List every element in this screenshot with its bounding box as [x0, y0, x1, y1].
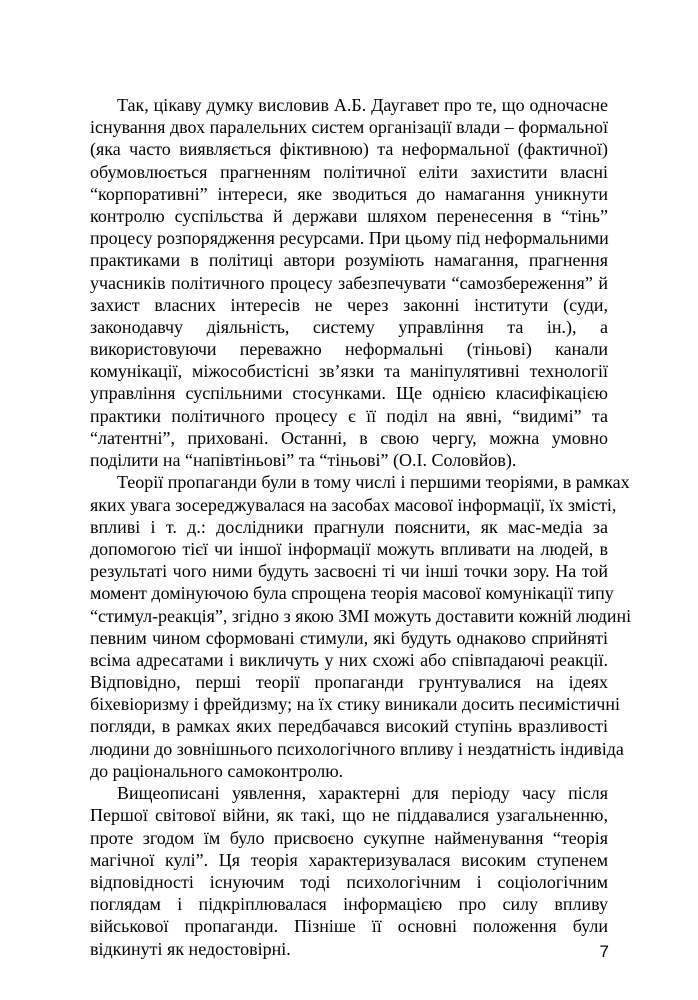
text-line: практиками в політиці автори розуміють намагання, прагнення [90, 250, 608, 271]
text-line: Так, цікаву думку висловив А.Б. Даугавет про те, що одночасне [117, 95, 608, 115]
paragraph-1 [90, 94, 608, 471]
text-line: магічної кулі”. Ця теорія характеризувалася високим ступенем [90, 849, 608, 870]
page-number: 7 [599, 942, 609, 961]
text-line: поділити на “напівтіньові” та “тіньові” (О.І. Соловйов). [90, 450, 517, 470]
text-line: “латентні”, приховані. Останні, в свою чергу, можна умовно [90, 427, 608, 448]
text-line: результаті чого ними будуть засвоєні ті чи інші точки зору. На той [90, 561, 608, 582]
text-line: (яка часто виявляється фіктивною) та неформальної (фактичної) [90, 139, 608, 160]
text-line: впливі і т. д.: дослідники прагнули пояснити, як мас-медіа за [90, 516, 608, 537]
text-line: Відповідно, перші теорії пропаганди грунтувалися на ідеях [90, 672, 608, 693]
text-line: “корпоративні” інтереси, яке зводиться до намагання уникнути [90, 183, 608, 204]
text-line: до раціонального самоконтролю. [90, 760, 344, 781]
paragraph-2 [90, 471, 632, 782]
text-line: процесу розпорядження ресурсами. При цьому під неформальними [90, 228, 609, 249]
text-line: управління суспільними стосунками. Ще однією класифікацією [90, 383, 608, 404]
text-line: існування двох паралельних систем організації влади – формальної [90, 117, 608, 138]
text-line: поглядам і підкріплювалася інформацією про силу впливу [90, 894, 608, 915]
text-line: Вищеописані уявлення, характерні для періоду часу після [117, 783, 608, 804]
text-line: “стимул-реакція”, згідно з якою ЗМІ можуть доставити кожній людині [90, 605, 632, 626]
text-line: Першої світової війни, як такі, що не піддавалися узагальненню, [90, 805, 608, 826]
text-line: відповідності існуючим тоді психологічним і соціологічним [90, 871, 608, 892]
text-line: погляди, в рамках яких передбачався високий ступінь вразливості [90, 716, 608, 737]
text-line: момент домінуючою була спрощена теорія масової комунікації типу [90, 583, 614, 604]
paragraph-3 [90, 782, 608, 960]
text-line: біхевіоризму і фрейдизму; на їх стику виникали досить песимістичні [90, 694, 620, 715]
text-line: законодавчу діяльність, систему управління та ін.), а [90, 316, 608, 337]
text-line: використовуючи переважно неформальні (тіньові) канали [90, 339, 608, 360]
text-line: яких увага зосереджувалася на засобах масової інформації, їх змісті, [90, 494, 617, 515]
text-line: певним чином сформовані стимули, які будуть однаково сприйняті [90, 627, 608, 648]
text-line: комунікації, міжособистісні зв’язки та маніпулятивні технології [90, 361, 608, 382]
text-line: всіма адресатами і викличуть у них схожі або співпадаючі реакції. [90, 649, 608, 670]
text-line: учасників політичного процесу забезпечувати “самозбереження” й [90, 272, 608, 293]
text-line: практики політичного процесу є її поділ на явні, “видимі” та [90, 405, 608, 426]
text-line: допомогою тієї чи іншої інформації можуть впливати на людей, в [90, 538, 608, 559]
text-line: обумовлюється прагненням політичної еліти захистити власні [90, 161, 608, 182]
text-line: захист власних інтересів не через законні інститути (суди, [90, 294, 608, 315]
document-page [90, 94, 632, 960]
text-line: військової пропаганди. Пізніше її основні положення були [90, 916, 608, 937]
text-line: Теорії пропаганди були в тому числі і першими теоріями, в рамках [117, 472, 630, 493]
text-line: контролю суспільства й держави шляхом перенесення в “тінь” [90, 205, 608, 226]
text-line: відкинуті як недостовірні. [90, 938, 291, 959]
text-line: людини до зовнішнього психологічного впливу і нездатність індивіда [90, 738, 624, 759]
text-line: проте згодом їм було присвоєно сукупне найменування “теорія [90, 827, 608, 848]
